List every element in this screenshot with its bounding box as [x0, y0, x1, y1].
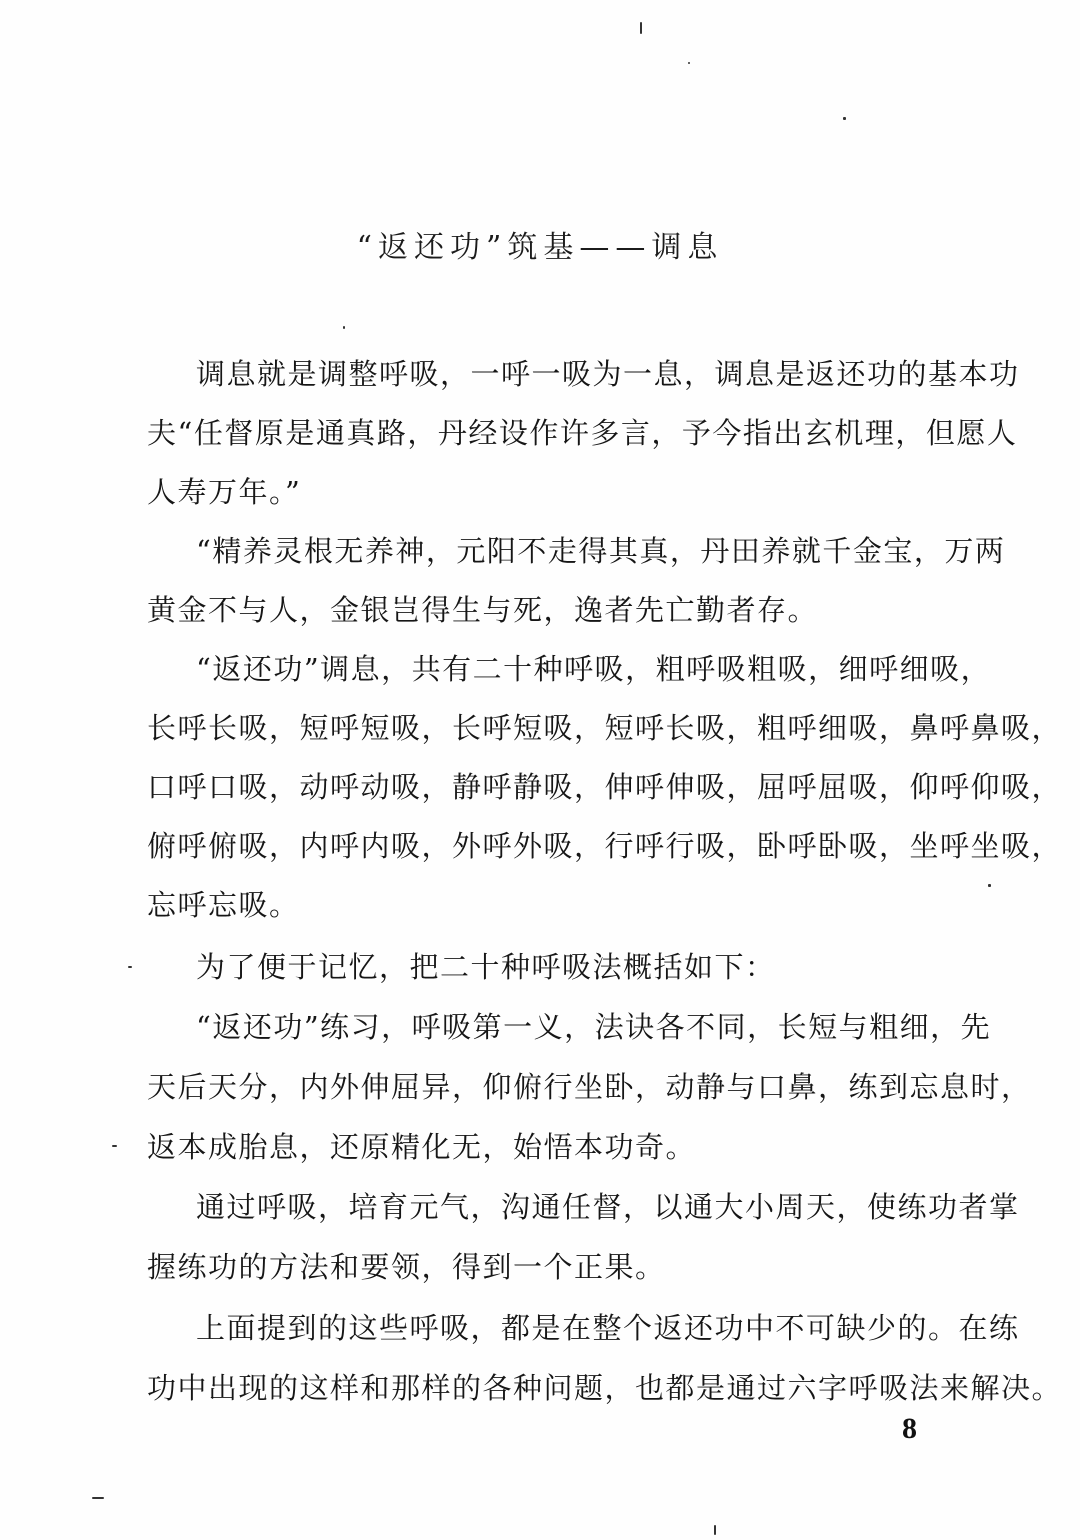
text-line: 握练功的方法和要领，得到一个正果。 [147, 1250, 666, 1284]
text-line: 口呼口吸，动呼动吸，静呼静吸，伸呼伸吸，屈呼屈吸，仰呼仰吸， [147, 770, 1063, 804]
text-line: 返本成胎息，还原精化无，始悟本功奇。 [147, 1130, 697, 1164]
text-line: 俯呼俯吸，内呼内吸，外呼外吸，行呼行吸，卧呼卧吸，坐呼坐吸， [147, 829, 1063, 863]
scan-speck [112, 1145, 117, 1147]
page-number: 8 [902, 1412, 917, 1445]
text-line: 夫“任督原是通真路，丹经设作许多言，予今指出玄机理，但愿人 [147, 416, 1018, 450]
scan-speck [843, 117, 846, 120]
text-line: 黄金不与人，金银岂得生与死，逸者先亡勤者存。 [147, 593, 819, 627]
text-line: 人寿万年。” [147, 475, 302, 509]
scan-speck [640, 22, 642, 34]
text-line: 为了便于记忆，把二十种呼吸法概括如下： [196, 950, 776, 984]
scan-speck [688, 62, 690, 64]
text-line: “精养灵根无养神，元阳不走得其真，丹田养就千金宝，万两 [196, 534, 1006, 568]
section-title: “返还功”筑基——调息 [356, 230, 724, 265]
text-line: 调息就是调整呼吸，一呼一吸为一息，调息是返还功的基本功 [196, 357, 1020, 391]
scan-speck [988, 884, 991, 887]
scan-speck [92, 1497, 104, 1499]
text-line: “返还功”练习，呼吸第一义，法诀各不同，长短与粗细，先 [196, 1010, 992, 1044]
text-line: 功中出现的这样和那样的各种问题，也都是通过六字呼吸法来解决。 [147, 1371, 1063, 1405]
text-line: 忘呼忘吸。 [147, 888, 300, 922]
text-line: “返还功”调息，共有二十种呼吸，粗呼吸粗吸，细呼细吸， [196, 652, 992, 686]
text-line: 通过呼吸，培育元气，沟通任督，以通大小周天，使练功者掌 [196, 1190, 1020, 1224]
scan-speck [343, 326, 345, 329]
text-line: 长呼长吸，短呼短吸，长呼短吸，短呼长吸，粗呼细吸，鼻呼鼻吸， [147, 711, 1063, 745]
scan-speck [714, 1525, 716, 1535]
text-line: 上面提到的这些呼吸，都是在整个返还功中不可缺少的。在练 [196, 1311, 1020, 1345]
text-line: 天后天分，内外伸屈异，仰俯行坐卧，动静与口鼻，练到忘息时， [147, 1070, 1032, 1104]
scan-speck [128, 966, 132, 968]
